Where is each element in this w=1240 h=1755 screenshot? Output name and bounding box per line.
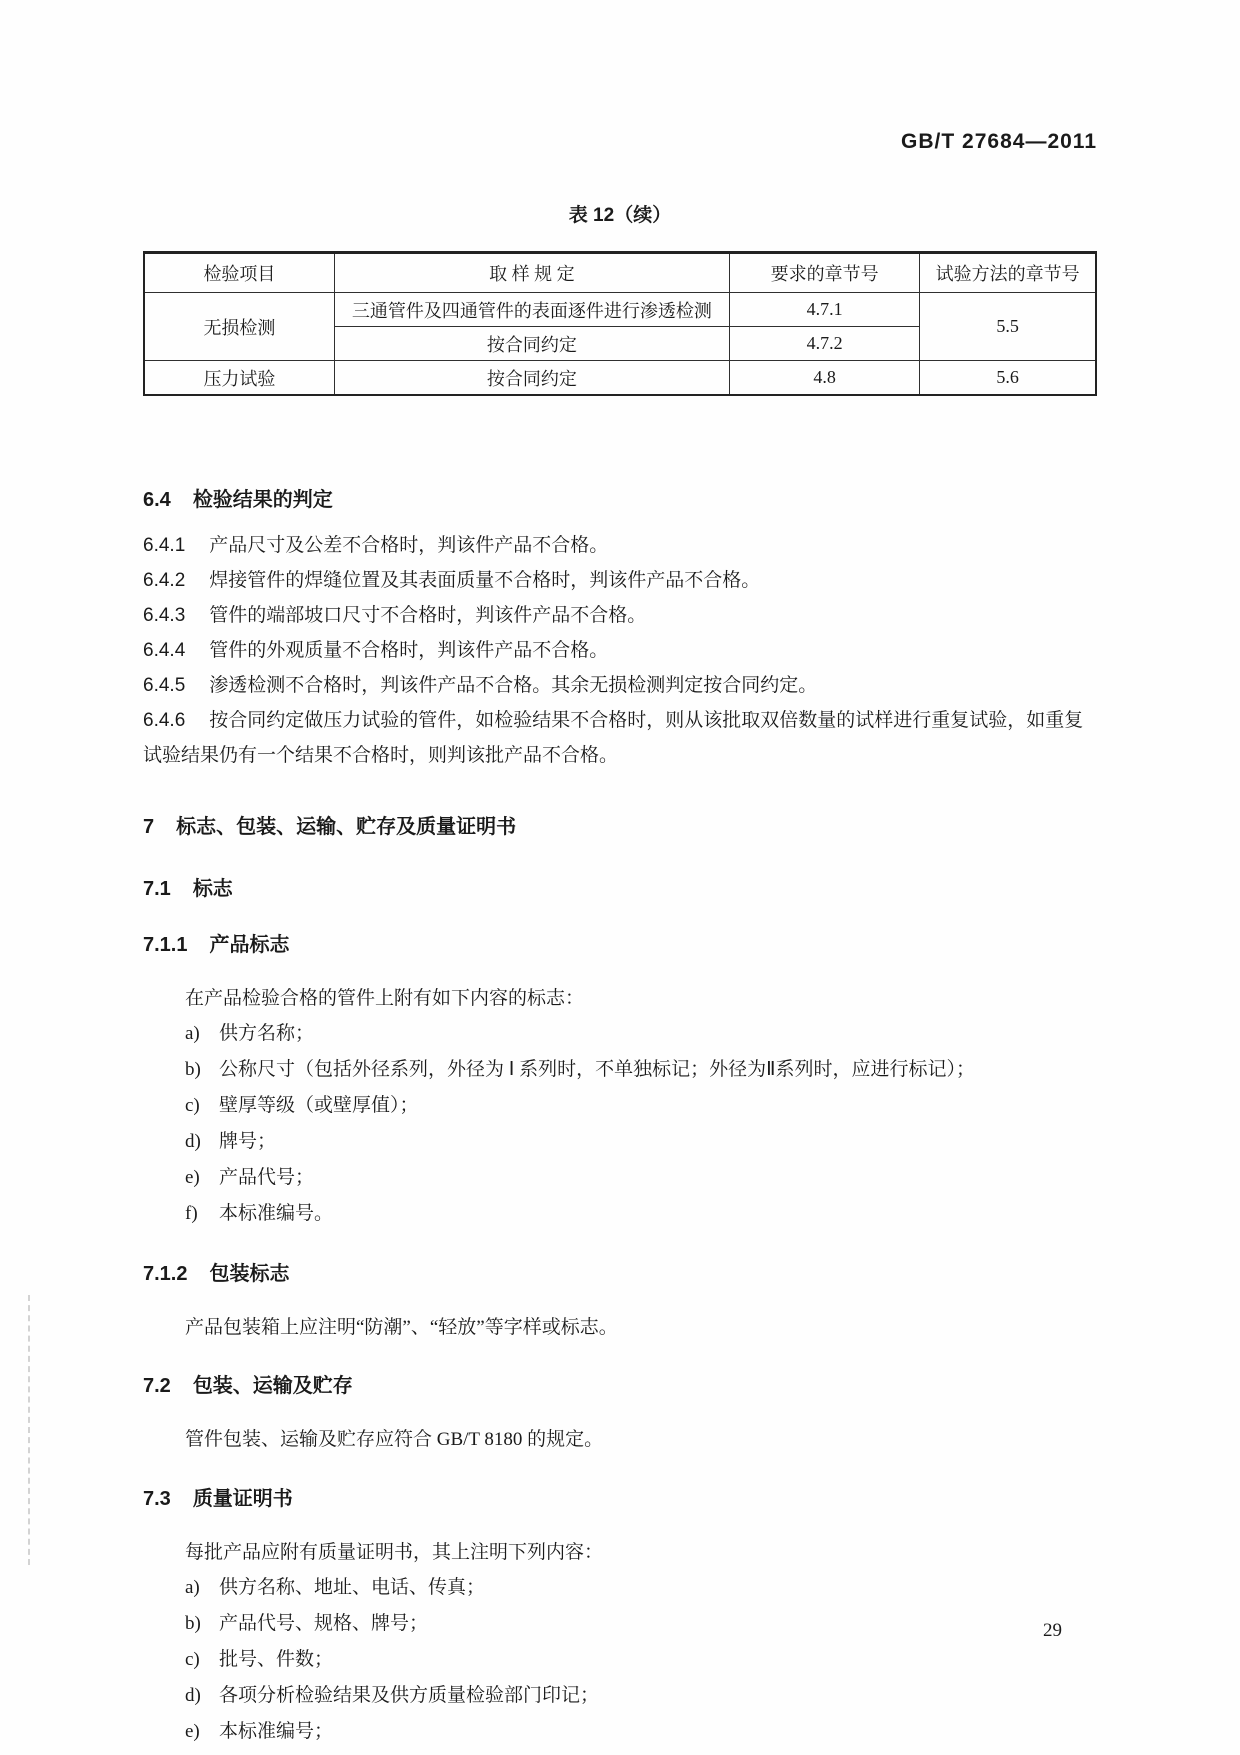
list-item [185,1570,1097,1606]
section-number: 6.4 [143,489,171,511]
column-header-method-clause: 试验方法的章节号 [920,253,1096,293]
section-heading-6-4 [143,488,1097,512]
list-item-text: 公称尺寸（包括外径系列，外径为 Ⅰ 系列时，不单独标记；外径为Ⅱ系列时，应进行标记）； [219,1059,975,1080]
section-title: 包装标志 [209,1263,290,1285]
list-item-text: 批号、件数； [219,1649,334,1670]
inspection-table [143,251,1097,396]
clause-text: 焊接管件的焊缝位置及其表面质量不合格时，判该件产品不合格。 [209,570,761,591]
clause-number: 6.4.2 [143,570,186,591]
section-title: 标志 [192,878,233,900]
clause-text: 渗透检测不合格时，判该件产品不合格。其余无损检测判定按合同约定。 [209,675,818,696]
section-heading-7-1-2 [143,1262,1097,1286]
list-item [185,1196,1097,1232]
list-item-label: c) [185,1649,200,1670]
cell-requirement-clause: 4.7.2 [729,327,919,361]
clause-6-4-3 [143,598,1097,633]
list-item-text: 本标准编号。 [219,1203,334,1224]
list-item-text: 产品代号、规格、牌号； [219,1613,429,1634]
clause-list-6-4 [143,528,1097,773]
cell-item: 无损检测 [144,293,334,361]
list-item [185,1678,1097,1714]
list-item-text: 供方名称； [219,1023,315,1044]
list-item-label: a) [185,1577,200,1598]
table-title: 表 12（续） [568,205,672,226]
paragraph-7-1-1-intro: 在产品检验合格的管件上附有如下内容的标志： [185,988,585,1009]
cell-method-clause: 5.5 [920,293,1096,361]
paragraph-7-3-intro: 每批产品应附有质量证明书，其上注明下列内容： [185,1542,604,1563]
list-item-label: a) [185,1023,200,1044]
paragraph-7-2: 管件包装、运输及贮存应符合 GB/T 8180 的规定。 [185,1429,604,1450]
list-item [185,1606,1097,1642]
section-number: 7.1.1 [143,934,188,956]
clause-text: 管件的外观质量不合格时，判该件产品不合格。 [209,640,609,661]
clause-text: 产品尺寸及公差不合格时，判该件产品不合格。 [209,535,609,556]
list-item-label: b) [185,1613,201,1634]
chapter-title: 标志、包装、运输、贮存及质量证明书 [176,816,517,838]
list-item-label: d) [185,1131,201,1152]
chapter-number: 7 [143,816,155,838]
standard-number-header: GB/T 27684—2011 [901,130,1097,153]
section-number: 7.1 [143,878,171,900]
table-header-row [144,253,1096,293]
section-heading-7-3 [143,1487,1097,1511]
clause-6-4-1 [143,528,1097,563]
clause-6-4-2 [143,563,1097,598]
list-7-3 [143,1570,1097,1750]
paragraph-7-1-2: 产品包装箱上应注明“防潮”、“轻放”等字样或标志。 [185,1317,618,1338]
scan-artifact-line [28,1295,30,1565]
cell-sampling: 按合同约定 [334,327,729,361]
list-item [185,1088,1097,1124]
column-header-sampling: 取 样 规 定 [334,253,729,293]
list-item-text: 各项分析检验结果及供方质量检验部门印记； [219,1685,600,1706]
list-item [185,1016,1097,1052]
list-7-1-1 [143,1016,1097,1232]
table-header [144,253,1096,293]
section-title: 质量证明书 [192,1488,293,1510]
table-row [144,293,1096,327]
cell-requirement-clause: 4.7.1 [729,293,919,327]
page-content [143,0,1097,1750]
clause-6-4-6 [143,703,1097,773]
cell-item: 压力试验 [144,361,334,396]
list-item-text: 牌号； [219,1131,277,1152]
section-title: 包装、运输及贮存 [192,1375,353,1397]
list-item [185,1052,1097,1088]
section-title: 产品标志 [209,934,290,956]
list-item-text: 本标准编号； [219,1721,334,1742]
section-number: 7.2 [143,1375,171,1397]
clause-text: 管件的端部坡口尺寸不合格时，判该件产品不合格。 [209,605,647,626]
table-row [144,361,1096,396]
clause-6-4-5 [143,668,1097,703]
section-heading-7-2 [143,1374,1097,1398]
column-header-requirement-clause: 要求的章节号 [729,253,919,293]
clause-number: 6.4.5 [143,675,186,696]
section-heading-7-1-1 [143,933,1097,957]
section-number: 7.3 [143,1488,171,1510]
list-item-label: f) [185,1203,198,1224]
chapter-heading-7 [143,815,1097,839]
clause-number: 6.4.6 [143,710,186,731]
list-item [185,1124,1097,1160]
section-title: 检验结果的判定 [192,489,333,511]
list-item [185,1160,1097,1196]
clause-number: 6.4.4 [143,640,186,661]
clause-number: 6.4.1 [143,535,186,556]
list-item-label: b) [185,1059,201,1080]
list-item [185,1714,1097,1750]
column-header-item: 检验项目 [144,253,334,293]
list-item-label: e) [185,1721,200,1742]
cell-sampling: 按合同约定 [334,361,729,396]
list-item [185,1642,1097,1678]
list-item-text: 壁厚等级（或壁厚值）； [219,1095,419,1116]
list-item-text: 供方名称、地址、电话、传真； [219,1577,486,1598]
page-number: 29 [1043,1620,1062,1641]
list-item-label: c) [185,1095,200,1116]
clause-text: 按合同约定做压力试验的管件，如检验结果不合格时，则从该批取双倍数量的试样进行重复试验，如重复试验结果仍有一个结果不合格时，则判该批产品不合格。 [143,710,1084,766]
list-item-label: d) [185,1685,201,1706]
cell-sampling: 三通管件及四通管件的表面逐件进行渗透检测 [334,293,729,327]
cell-method-clause: 5.6 [920,361,1096,396]
table-body [144,293,1096,396]
cell-requirement-clause: 4.8 [729,361,919,396]
section-number: 7.1.2 [143,1263,188,1285]
clause-number: 6.4.3 [143,605,186,626]
list-item-text: 产品代号； [219,1167,315,1188]
section-heading-7-1 [143,877,1097,901]
clause-6-4-4 [143,633,1097,668]
list-item-label: e) [185,1167,200,1188]
